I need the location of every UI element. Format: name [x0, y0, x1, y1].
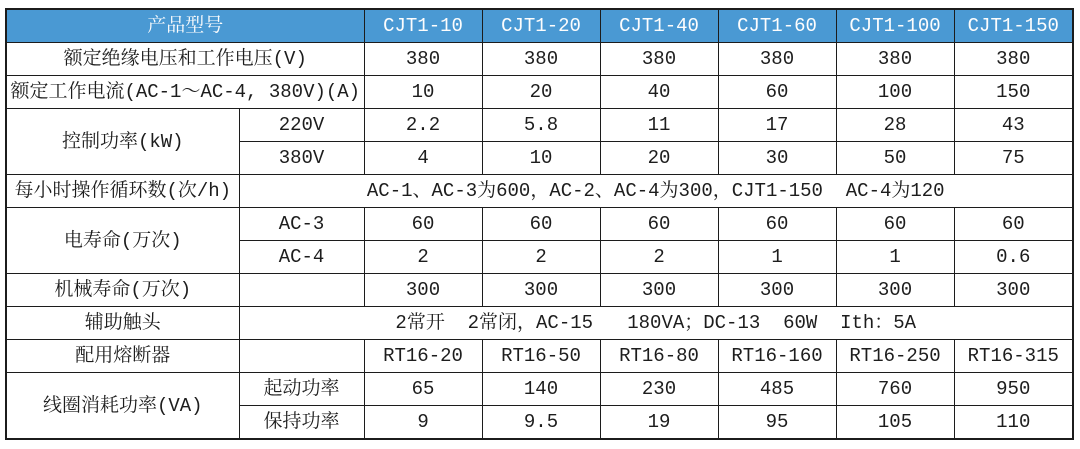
value-cell: 2.2 — [364, 109, 482, 142]
value-cell: 60 — [600, 208, 718, 241]
column-header-cell: CJT1-60 — [718, 9, 836, 43]
row-label-cell: 配用熔断器 — [6, 340, 239, 373]
value-cell: 300 — [836, 274, 954, 307]
value-cell: 5.8 — [482, 109, 600, 142]
value-cell: 50 — [836, 142, 954, 175]
table-row — [6, 208, 1073, 241]
row-sublabel-cell: AC-4 — [239, 241, 364, 274]
value-cell: 2 — [364, 241, 482, 274]
value-cell: 60 — [954, 208, 1073, 241]
value-cell: RT16-160 — [718, 340, 836, 373]
row-sublabel-cell: 保持功率 — [239, 406, 364, 440]
merged-value-cell: 2常开 2常闭，AC-15 180VA；DC-13 60W Ith：5A — [239, 307, 1073, 340]
value-cell: 380 — [718, 43, 836, 76]
value-cell: 300 — [482, 274, 600, 307]
row-label-cell: 额定工作电流(AC-1～AC-4, 380V)(A) — [6, 76, 364, 109]
value-cell: 110 — [954, 406, 1073, 440]
value-cell: 60 — [718, 76, 836, 109]
value-cell: 760 — [836, 373, 954, 406]
value-cell: 20 — [482, 76, 600, 109]
row-sublabel-cell: AC-3 — [239, 208, 364, 241]
value-cell: 30 — [718, 142, 836, 175]
row-sublabel-cell — [239, 274, 364, 307]
value-cell: RT16-315 — [954, 340, 1073, 373]
value-cell: 105 — [836, 406, 954, 440]
value-cell: 19 — [600, 406, 718, 440]
value-cell: 9.5 — [482, 406, 600, 440]
value-cell: RT16-50 — [482, 340, 600, 373]
value-cell: 140 — [482, 373, 600, 406]
table-row — [6, 307, 1073, 340]
table-row — [6, 175, 1073, 208]
table-row — [6, 373, 1073, 406]
merged-value-cell: AC-1、AC-3为600，AC-2、AC-4为300，CJT1-150 AC-4为120 — [239, 175, 1073, 208]
value-cell: 380 — [482, 43, 600, 76]
value-cell: 17 — [718, 109, 836, 142]
value-cell: 40 — [600, 76, 718, 109]
value-cell: 9 — [364, 406, 482, 440]
table-row — [6, 76, 1073, 109]
row-sublabel-cell: 220V — [239, 109, 364, 142]
value-cell: 4 — [364, 142, 482, 175]
value-cell: 300 — [718, 274, 836, 307]
table-row — [6, 274, 1073, 307]
row-sublabel-cell: 380V — [239, 142, 364, 175]
column-header-cell: CJT1-40 — [600, 9, 718, 43]
value-cell: 380 — [954, 43, 1073, 76]
row-label-cell: 每小时操作循环数(次/h) — [6, 175, 239, 208]
value-cell: 1 — [718, 241, 836, 274]
column-header-cell: CJT1-100 — [836, 9, 954, 43]
column-header-cell: CJT1-10 — [364, 9, 482, 43]
value-cell: 10 — [364, 76, 482, 109]
value-cell: 10 — [482, 142, 600, 175]
row-label-cell: 机械寿命(万次) — [6, 274, 239, 307]
row-label-cell: 电寿命(万次) — [6, 208, 239, 274]
value-cell: 380 — [364, 43, 482, 76]
spec-table — [5, 8, 1074, 440]
row-sublabel-cell — [239, 340, 364, 373]
value-cell: 60 — [364, 208, 482, 241]
value-cell: RT16-80 — [600, 340, 718, 373]
column-header-cell: CJT1-20 — [482, 9, 600, 43]
value-cell: 150 — [954, 76, 1073, 109]
row-label-cell: 辅助触头 — [6, 307, 239, 340]
table-row — [6, 9, 1073, 43]
value-cell: 300 — [954, 274, 1073, 307]
value-cell: 60 — [836, 208, 954, 241]
value-cell: 75 — [954, 142, 1073, 175]
value-cell: 950 — [954, 373, 1073, 406]
row-label-cell: 额定绝缘电压和工作电压(V) — [6, 43, 364, 76]
value-cell: 43 — [954, 109, 1073, 142]
value-cell: 485 — [718, 373, 836, 406]
value-cell: 230 — [600, 373, 718, 406]
value-cell: 60 — [482, 208, 600, 241]
spec-table-body — [6, 9, 1073, 439]
value-cell: 100 — [836, 76, 954, 109]
row-label-cell: 线圈消耗功率(VA) — [6, 373, 239, 440]
table-row — [6, 109, 1073, 142]
value-cell: 300 — [600, 274, 718, 307]
value-cell: 20 — [600, 142, 718, 175]
value-cell: 380 — [600, 43, 718, 76]
value-cell: 2 — [482, 241, 600, 274]
column-header-cell: 产品型号 — [6, 9, 364, 43]
table-row — [6, 340, 1073, 373]
value-cell: 28 — [836, 109, 954, 142]
value-cell: 380 — [836, 43, 954, 76]
row-label-cell: 控制功率(kW) — [6, 109, 239, 175]
value-cell: 1 — [836, 241, 954, 274]
value-cell: 11 — [600, 109, 718, 142]
column-header-cell: CJT1-150 — [954, 9, 1073, 43]
value-cell: RT16-20 — [364, 340, 482, 373]
value-cell: 65 — [364, 373, 482, 406]
value-cell: 2 — [600, 241, 718, 274]
value-cell: 0.6 — [954, 241, 1073, 274]
value-cell: 60 — [718, 208, 836, 241]
value-cell: 95 — [718, 406, 836, 440]
row-sublabel-cell: 起动功率 — [239, 373, 364, 406]
value-cell: 300 — [364, 274, 482, 307]
value-cell: RT16-250 — [836, 340, 954, 373]
table-row — [6, 43, 1073, 76]
